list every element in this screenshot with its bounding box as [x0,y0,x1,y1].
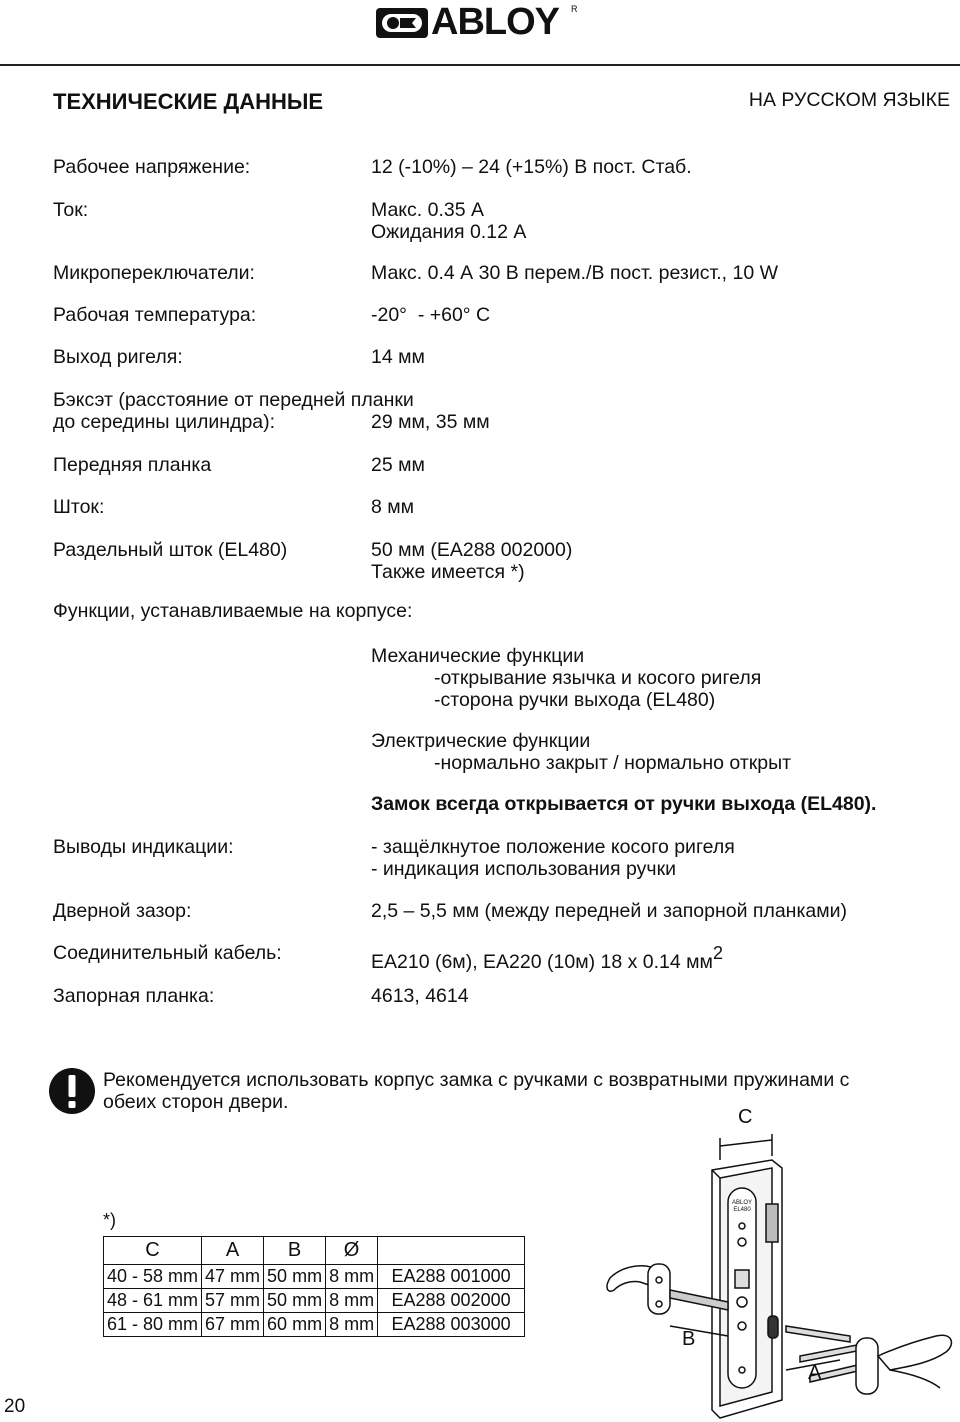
spindle-label: Шток: [53,496,105,518]
faceplate-label: Передняя планка [53,454,212,476]
page-number: 20 [4,1396,26,1417]
table-header-b: B [264,1237,326,1265]
exit-handle-note: Замок всегда открывается от ручки выхода (EL480). [371,793,877,815]
spindle-dimensions-table [103,1236,525,1337]
lock-assembly-drawing [600,1130,960,1422]
bolt-throw-label: Выход ригеля: [53,346,183,368]
split-spindle-label: Раздельный шток (EL480) [53,539,288,561]
table-cell: 50 mm [264,1289,326,1313]
cable-label: Соединительный кабель: [53,942,282,964]
indication-value-handle: - индикация использования ручки [371,858,676,880]
table-row [104,1289,525,1313]
mechanical-function-item: -сторона ручки выхода (EL480) [434,689,716,711]
table-cell: 60 mm [264,1313,326,1337]
table-cell: 8 mm [326,1313,378,1337]
table-header-diameter: Ø [326,1237,378,1265]
electrical-functions-title: Электрические функции [371,730,591,752]
cable-value-text: EA210 (6м), EA220 (10м) 18 x 0.14 мм [371,951,713,973]
microswitch-label: Микропереключатели: [53,262,255,284]
page-title: ТЕХНИЧЕСКИЕ ДАННЫЕ [53,89,324,114]
current-value-standby: Ожидания 0.12 А [371,221,527,243]
table-cell: 40 - 58 mm [104,1265,202,1289]
backset-value: 29 мм, 35 мм [371,411,490,433]
faceplate-value: 25 мм [371,454,425,476]
split-spindle-availability: Также имеется *) [371,561,525,583]
door-gap-value: 2,5 – 5,5 мм (между передней и запорной планками) [371,900,848,922]
recommendation-line1: Рекомендуется использовать корпус замка с ручками с возвратными пружинами с [103,1069,850,1091]
strike-plate-value: 4613, 4614 [371,985,469,1007]
current-label: Ток: [53,199,89,221]
cable-value-superscript: 2 [712,943,723,963]
dimension-label-b: B [682,1328,696,1350]
door-gap-label: Дверной зазор: [53,900,192,922]
temperature-value: -20° - +60° C [371,304,491,326]
dimension-label-a: A [808,1362,822,1384]
electrical-function-item: -нормально закрыт / нормально открыт [434,752,792,774]
lock-case-model: EL480 [733,1207,751,1213]
table-cell: EA288 003000 [378,1313,525,1337]
table-row [104,1313,525,1337]
backset-label-line2: до середины цилиндра): [53,411,276,433]
indication-value-latch: - защёлкнутое положение косого ригеля [371,836,735,858]
lock-case-marking [731,1200,753,1214]
header-divider [0,64,960,66]
table-header-row [104,1237,525,1265]
exclamation-icon [47,1066,97,1116]
indication-label: Выводы индикации: [53,836,234,858]
table-header-code [378,1237,525,1265]
temperature-label: Рабочая температура: [53,304,257,326]
table-cell: 50 mm [264,1265,326,1289]
microswitch-value: Макс. 0.4 А 30 В перем./В пост. резист., 10 W [371,262,779,284]
functions-label: Функции, устанавливаемые на корпусе: [53,600,413,622]
voltage-value: 12 (-10%) – 24 (+15%) В пост. Стаб. [371,156,692,178]
table-cell: 67 mm [202,1313,264,1337]
table-row [104,1265,525,1289]
language-label: НА РУССКОМ ЯЗЫКЕ [748,89,950,111]
brand-name: ABLOY [431,1,559,43]
table-header-c: C [104,1237,202,1265]
spindle-value: 8 мм [371,496,415,518]
table-cell: 57 mm [202,1289,264,1313]
table-cell: EA288 001000 [378,1265,525,1289]
strike-plate-label: Запорная планка: [53,985,215,1007]
table-cell: 8 mm [326,1265,378,1289]
table-cell: 48 - 61 mm [104,1289,202,1313]
backset-label-line1: Бэксэт (расстояние от передней планки [53,389,414,411]
table-cell: 8 mm [326,1289,378,1313]
cable-value [371,942,723,973]
mechanical-functions-title: Механические функции [371,645,585,667]
bolt-throw-value: 14 мм [371,346,425,368]
table-header-a: A [202,1237,264,1265]
mechanical-function-item: -открывание язычка и косого ригеля [434,667,762,689]
table-cell: 47 mm [202,1265,264,1289]
table-footnote-marker: *) [103,1210,116,1230]
table-cell: 61 - 80 mm [104,1313,202,1337]
recommendation-line2: обеих сторон двери. [103,1091,289,1113]
dimension-label-c: C [738,1106,753,1128]
split-spindle-value: 50 мм (EA288 002000) [371,539,573,561]
voltage-label: Рабочее напряжение: [53,156,251,178]
table-cell: EA288 002000 [378,1289,525,1313]
current-value-max: Макс. 0.35 А [371,199,485,221]
lock-case-brand: ABLOY [731,1200,752,1206]
registered-mark: R [571,4,578,14]
